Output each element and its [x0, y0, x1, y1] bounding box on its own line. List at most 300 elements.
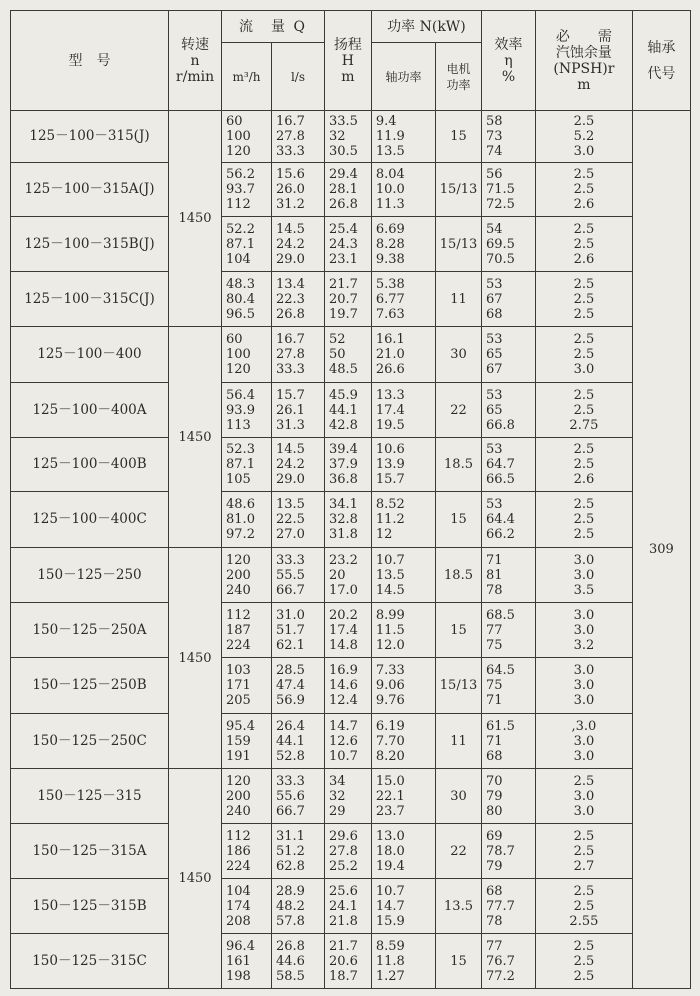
cell-value: 21.0	[375, 347, 405, 362]
flow-m3h-cell	[222, 111, 272, 163]
cell-value: 12.0	[375, 637, 405, 653]
cell-value: 11.3	[375, 197, 405, 212]
head-cell	[324, 111, 371, 163]
motor-power-cell: 18.5	[436, 548, 482, 603]
cell-value: 20.6	[328, 953, 358, 969]
cell-value: 120	[226, 144, 251, 159]
cell-value: 80.4	[226, 291, 255, 307]
cell-value: 34.1	[328, 497, 358, 512]
header-shaft-power: 轴功率	[371, 43, 435, 111]
cell-value: 12.6	[328, 733, 358, 749]
table-body	[11, 111, 691, 989]
cell-value: 18.7	[328, 968, 358, 984]
cell-value: 9.06	[375, 678, 405, 693]
cell-value: 13.5	[275, 497, 305, 512]
cell-value: 71	[485, 733, 503, 749]
cell-value: 2.5	[573, 442, 595, 457]
cell-value: 2.5	[573, 773, 595, 789]
cell-value: 2.5	[573, 938, 595, 954]
header-power: 功率 N(kW)	[371, 11, 481, 43]
table-row	[11, 438, 691, 492]
cell-value: 28.5	[275, 663, 305, 678]
cell-value: 2.5	[573, 402, 595, 418]
cell-value: 186	[226, 843, 251, 859]
efficiency-cell	[481, 163, 535, 217]
cell-value: 13.9	[375, 457, 405, 472]
cell-value: 7.63	[375, 306, 405, 322]
motor-power-cell: 15	[436, 603, 482, 658]
cell-value: 53	[485, 497, 503, 512]
cell-value: 74	[485, 144, 503, 159]
cell-value: 80	[485, 803, 503, 819]
npsh-cell	[535, 824, 632, 879]
cell-value: 69.5	[485, 236, 515, 252]
cell-value: 13.4	[275, 276, 305, 292]
cell-value: 29.6	[328, 828, 358, 844]
cell-value: 29.4	[328, 167, 358, 182]
cell-value: 47.4	[275, 678, 305, 693]
cell-value: 3.0	[573, 144, 595, 159]
npsh-cell	[535, 658, 632, 714]
cell-value: 14.6	[328, 678, 358, 693]
cell-value: 22.3	[275, 291, 305, 307]
cell-value: 58	[485, 114, 503, 129]
cell-value: 73	[485, 129, 503, 144]
cell-value: 78	[485, 582, 503, 598]
cell-value: 76.7	[485, 953, 515, 969]
cell-value: ,3.0	[571, 718, 597, 734]
cell-value: 8.59	[375, 938, 405, 954]
motor-power-cell: 15/13	[436, 658, 482, 714]
npsh-cell	[535, 217, 632, 272]
shaft-power-cell	[371, 824, 435, 879]
cell-value: 14.5	[275, 442, 305, 457]
cell-value: 3.2	[573, 637, 595, 653]
table-row	[11, 163, 691, 217]
header-bearing: 轴承 代号	[632, 11, 690, 111]
cell-value: 77	[485, 622, 503, 638]
cell-value: 240	[226, 582, 251, 598]
cell-value: 55.5	[275, 567, 305, 583]
cell-value: 56.9	[275, 693, 305, 708]
flow-m3h-cell	[222, 327, 272, 383]
cell-value: 57.8	[275, 913, 305, 929]
efficiency-cell	[481, 934, 535, 989]
cell-value: 75	[485, 678, 503, 693]
flow-ls-cell	[271, 327, 324, 383]
cell-value: 3.0	[573, 362, 595, 377]
shaft-power-cell	[371, 383, 435, 438]
cell-value: 42.8	[328, 417, 358, 433]
table-row	[11, 383, 691, 438]
efficiency-cell	[481, 438, 535, 492]
table-row	[11, 111, 691, 163]
cell-value: 205	[226, 693, 251, 708]
cell-value: 44.6	[275, 953, 305, 969]
efficiency-cell	[481, 272, 535, 327]
cell-value: 69	[485, 828, 503, 844]
shaft-power-cell	[371, 548, 435, 603]
flow-m3h-cell	[222, 272, 272, 327]
flow-m3h-cell	[222, 383, 272, 438]
cell-value: 66.7	[275, 803, 305, 819]
cell-value: 19.5	[375, 417, 405, 433]
flow-ls-cell	[271, 438, 324, 492]
cell-value: 81	[485, 567, 503, 583]
cell-value: 52	[328, 332, 346, 347]
table-row	[11, 603, 691, 658]
flow-ls-cell	[271, 383, 324, 438]
head-cell	[324, 383, 371, 438]
cell-value: 187	[226, 622, 251, 638]
efficiency-cell	[481, 111, 535, 163]
cell-value: 100	[226, 129, 251, 144]
bearing-cell: 309	[632, 111, 690, 989]
cell-value: 2.5	[573, 114, 595, 129]
flow-m3h-cell	[222, 548, 272, 603]
cell-value: 33.5	[328, 114, 358, 129]
cell-value: 104	[226, 883, 251, 899]
cell-value: 12.4	[328, 693, 358, 708]
model-cell: 150－125－315	[11, 769, 169, 824]
cell-value: 23.1	[328, 251, 358, 267]
cell-value: 13.5	[375, 567, 405, 583]
cell-value: 77.7	[485, 898, 515, 914]
cell-value: 11.2	[375, 512, 405, 527]
cell-value: 13.5	[375, 144, 405, 159]
model-cell: 150－125－250C	[11, 714, 169, 769]
npsh-cell	[535, 769, 632, 824]
cell-value: 26.4	[275, 718, 305, 734]
cell-value: 11.8	[375, 953, 405, 969]
cell-value: 52.8	[275, 748, 305, 764]
efficiency-cell	[481, 879, 535, 934]
flow-ls-cell	[271, 548, 324, 603]
cell-value: 27.8	[275, 129, 305, 144]
cell-value: 7.70	[375, 733, 405, 749]
cell-value: 2.75	[569, 417, 599, 433]
cell-value: 2.5	[573, 221, 595, 237]
cell-value: 191	[226, 748, 251, 764]
cell-value: 5.38	[375, 276, 405, 292]
cell-value: 50	[328, 347, 346, 362]
cell-value: 60	[226, 332, 243, 347]
head-cell	[324, 272, 371, 327]
cell-value: 17.4	[375, 402, 405, 418]
flow-ls-cell	[271, 492, 324, 548]
cell-value: 9.4	[375, 114, 397, 129]
flow-ls-cell	[271, 111, 324, 163]
head-cell	[324, 492, 371, 548]
cell-value: 10.7	[375, 883, 405, 899]
table-row	[11, 769, 691, 824]
cell-value: 10.0	[375, 182, 405, 197]
cell-value: 5.2	[573, 129, 595, 144]
cell-value: 13.0	[375, 828, 405, 844]
cell-value: 14.7	[375, 898, 405, 914]
cell-value: 26.0	[275, 182, 305, 197]
cell-value: 87.1	[226, 236, 255, 252]
flow-m3h-cell	[222, 492, 272, 548]
flow-m3h-cell	[222, 769, 272, 824]
model-cell: 150－125－315A	[11, 824, 169, 879]
cell-value: 48.2	[275, 898, 305, 914]
cell-value: 10.6	[375, 442, 405, 457]
cell-value: 2.6	[573, 472, 595, 487]
cell-value: 3.0	[573, 803, 595, 819]
cell-value: 200	[226, 567, 251, 583]
cell-value: 71	[485, 693, 503, 708]
model-cell: 150－125－250B	[11, 658, 169, 714]
cell-value: 67	[485, 291, 503, 307]
table-row	[11, 934, 691, 989]
cell-value: 2.7	[573, 858, 595, 874]
head-cell	[324, 824, 371, 879]
cell-value: 2.5	[573, 898, 595, 914]
npsh-cell	[535, 714, 632, 769]
header-efficiency: 效率 η %	[481, 11, 535, 111]
cell-value: 37.9	[328, 457, 358, 472]
speed-cell: 1450	[169, 769, 222, 989]
cell-value: 20	[328, 567, 346, 583]
cell-value: 48.5	[328, 362, 358, 377]
cell-value: 64.5	[485, 663, 515, 678]
cell-value: 208	[226, 913, 251, 929]
flow-m3h-cell	[222, 658, 272, 714]
motor-power-cell: 13.5	[436, 879, 482, 934]
motor-power-cell: 22	[436, 383, 482, 438]
head-cell	[324, 714, 371, 769]
cell-value: 53	[485, 276, 503, 292]
shaft-power-cell	[371, 163, 435, 217]
header-flow-ls: l/s	[271, 43, 324, 111]
cell-value: 21.7	[328, 276, 358, 292]
cell-value: 56.4	[226, 387, 255, 403]
shaft-power-cell	[371, 492, 435, 548]
cell-value: 3.0	[573, 552, 595, 568]
motor-power-cell: 15/13	[436, 163, 482, 217]
cell-value: 2.5	[573, 883, 595, 899]
motor-power-cell: 11	[436, 272, 482, 327]
cell-value: 53	[485, 387, 503, 403]
npsh-cell	[535, 603, 632, 658]
cell-value: 2.5	[573, 953, 595, 969]
cell-value: 32.8	[328, 512, 358, 527]
cell-value: 65	[485, 402, 503, 418]
speed-cell: 1450	[169, 327, 222, 548]
table-row	[11, 327, 691, 383]
cell-value: 3.0	[573, 788, 595, 804]
cell-value: 11.5	[375, 622, 405, 638]
cell-value: 62.8	[275, 858, 305, 874]
cell-value: 28.9	[275, 883, 305, 899]
efficiency-cell	[481, 548, 535, 603]
motor-power-cell: 30	[436, 327, 482, 383]
cell-value: 224	[226, 858, 251, 874]
cell-value: 15.0	[375, 773, 405, 789]
cell-value: 224	[226, 637, 251, 653]
npsh-cell	[535, 879, 632, 934]
model-cell: 125－100－400C	[11, 492, 169, 548]
cell-value: 112	[226, 197, 251, 212]
cell-value: 70	[485, 773, 503, 789]
cell-value: 19.7	[328, 306, 358, 322]
cell-value: 25.6	[328, 883, 358, 899]
cell-value: 3.0	[573, 663, 595, 678]
cell-value: 78	[485, 913, 503, 929]
cell-value: 53	[485, 442, 503, 457]
cell-value: 198	[226, 968, 251, 984]
cell-value: 17.0	[328, 582, 358, 598]
cell-value: 51.7	[275, 622, 305, 638]
cell-value: 6.19	[375, 718, 405, 734]
npsh-cell	[535, 272, 632, 327]
cell-value: 31.8	[328, 527, 358, 542]
cell-value: 44.1	[328, 402, 358, 418]
cell-value: 15.9	[375, 913, 405, 929]
cell-value: 55.6	[275, 788, 305, 804]
cell-value: 28.1	[328, 182, 358, 197]
cell-value: 27.8	[328, 843, 358, 859]
shaft-power-cell	[371, 714, 435, 769]
cell-value: 22.1	[375, 788, 405, 804]
cell-value: 66.2	[485, 527, 515, 542]
cell-value: 70.5	[485, 251, 515, 267]
cell-value: 2.5	[573, 167, 595, 182]
cell-value: 26.8	[275, 938, 305, 954]
cell-value: 2.55	[569, 913, 599, 929]
cell-value: 3.0	[573, 567, 595, 583]
shaft-power-cell	[371, 879, 435, 934]
cell-value: 93.9	[226, 402, 255, 418]
cell-value: 200	[226, 788, 251, 804]
cell-value: 53	[485, 332, 503, 347]
cell-value: 78.7	[485, 843, 515, 859]
motor-power-cell: 15	[436, 111, 482, 163]
cell-value: 93.7	[226, 182, 255, 197]
cell-value: 72.5	[485, 197, 515, 212]
efficiency-cell	[481, 603, 535, 658]
flow-ls-cell	[271, 934, 324, 989]
head-cell	[324, 163, 371, 217]
cell-value: 60	[226, 114, 243, 129]
pump-spec-table	[10, 10, 691, 989]
cell-value: 23.7	[375, 803, 405, 819]
cell-value: 120	[226, 552, 251, 568]
model-cell: 150－125－250A	[11, 603, 169, 658]
cell-value: 64.7	[485, 457, 515, 472]
cell-value: 9.38	[375, 251, 405, 267]
cell-value: 29.0	[275, 472, 305, 487]
cell-value: 56.2	[226, 167, 255, 182]
motor-power-cell: 11	[436, 714, 482, 769]
cell-value: 171	[226, 678, 251, 693]
cell-value: 159	[226, 733, 251, 749]
cell-value: 105	[226, 472, 251, 487]
header-motor-power: 电机 功率	[436, 43, 482, 111]
shaft-power-cell	[371, 603, 435, 658]
cell-value: 120	[226, 773, 251, 789]
cell-value: 2.5	[573, 182, 595, 197]
cell-value: 87.1	[226, 457, 255, 472]
cell-value: 18.0	[375, 843, 405, 859]
head-cell	[324, 217, 371, 272]
cell-value: 26.8	[275, 306, 305, 322]
cell-value: 2.5	[573, 276, 595, 292]
cell-value: 26.6	[375, 362, 405, 377]
cell-value: 120	[226, 362, 251, 377]
cell-value: 2.5	[573, 457, 595, 472]
cell-value: 2.5	[573, 828, 595, 844]
table-row	[11, 879, 691, 934]
cell-value: 31.3	[275, 417, 305, 433]
cell-value: 19.4	[375, 858, 405, 874]
cell-value: 6.77	[375, 291, 405, 307]
flow-ls-cell	[271, 272, 324, 327]
npsh-cell	[535, 383, 632, 438]
cell-value: 25.2	[328, 858, 358, 874]
table-row	[11, 658, 691, 714]
cell-value: 21.7	[328, 938, 358, 954]
flow-ls-cell	[271, 217, 324, 272]
cell-value: 68	[485, 748, 503, 764]
cell-value: 24.3	[328, 236, 358, 252]
cell-value: 58.5	[275, 968, 305, 984]
cell-value: 14.5	[375, 582, 405, 598]
cell-value: 52.2	[226, 221, 255, 237]
cell-value: 66.8	[485, 417, 515, 433]
cell-value: 2.5	[573, 497, 595, 512]
model-cell: 150－125－315B	[11, 879, 169, 934]
cell-value: 44.1	[275, 733, 305, 749]
head-cell	[324, 658, 371, 714]
cell-value: 68	[485, 306, 503, 322]
cell-value: 13.3	[375, 387, 405, 403]
table-row	[11, 824, 691, 879]
cell-value: 240	[226, 803, 251, 819]
cell-value: 33.3	[275, 362, 305, 377]
cell-value: 3.0	[573, 607, 595, 623]
cell-value: 3.5	[573, 582, 595, 598]
cell-value: 48.6	[226, 497, 255, 512]
cell-value: 66.7	[275, 582, 305, 598]
motor-power-cell: 15	[436, 934, 482, 989]
cell-value: 31.0	[275, 607, 305, 623]
flow-ls-cell	[271, 714, 324, 769]
cell-value: 79	[485, 858, 503, 874]
cell-value: 20.2	[328, 607, 358, 623]
cell-value: 2.6	[573, 197, 595, 212]
efficiency-cell	[481, 658, 535, 714]
table-row	[11, 492, 691, 548]
shaft-power-cell	[371, 111, 435, 163]
cell-value: 32	[328, 129, 346, 144]
cell-value: 14.8	[328, 637, 358, 653]
npsh-cell	[535, 327, 632, 383]
flow-m3h-cell	[222, 163, 272, 217]
cell-value: 2.5	[573, 968, 595, 984]
cell-value: 8.99	[375, 607, 405, 623]
table-row	[11, 548, 691, 603]
model-cell: 125－100－400	[11, 327, 169, 383]
cell-value: 17.4	[328, 622, 358, 638]
cell-value: 71.5	[485, 182, 515, 197]
cell-value: 62.1	[275, 637, 305, 653]
cell-value: 113	[226, 417, 251, 433]
flow-m3h-cell	[222, 824, 272, 879]
header-npsh: 必 需 汽蚀余量 (NPSH)r m	[535, 11, 632, 111]
cell-value: 96.5	[226, 306, 255, 322]
